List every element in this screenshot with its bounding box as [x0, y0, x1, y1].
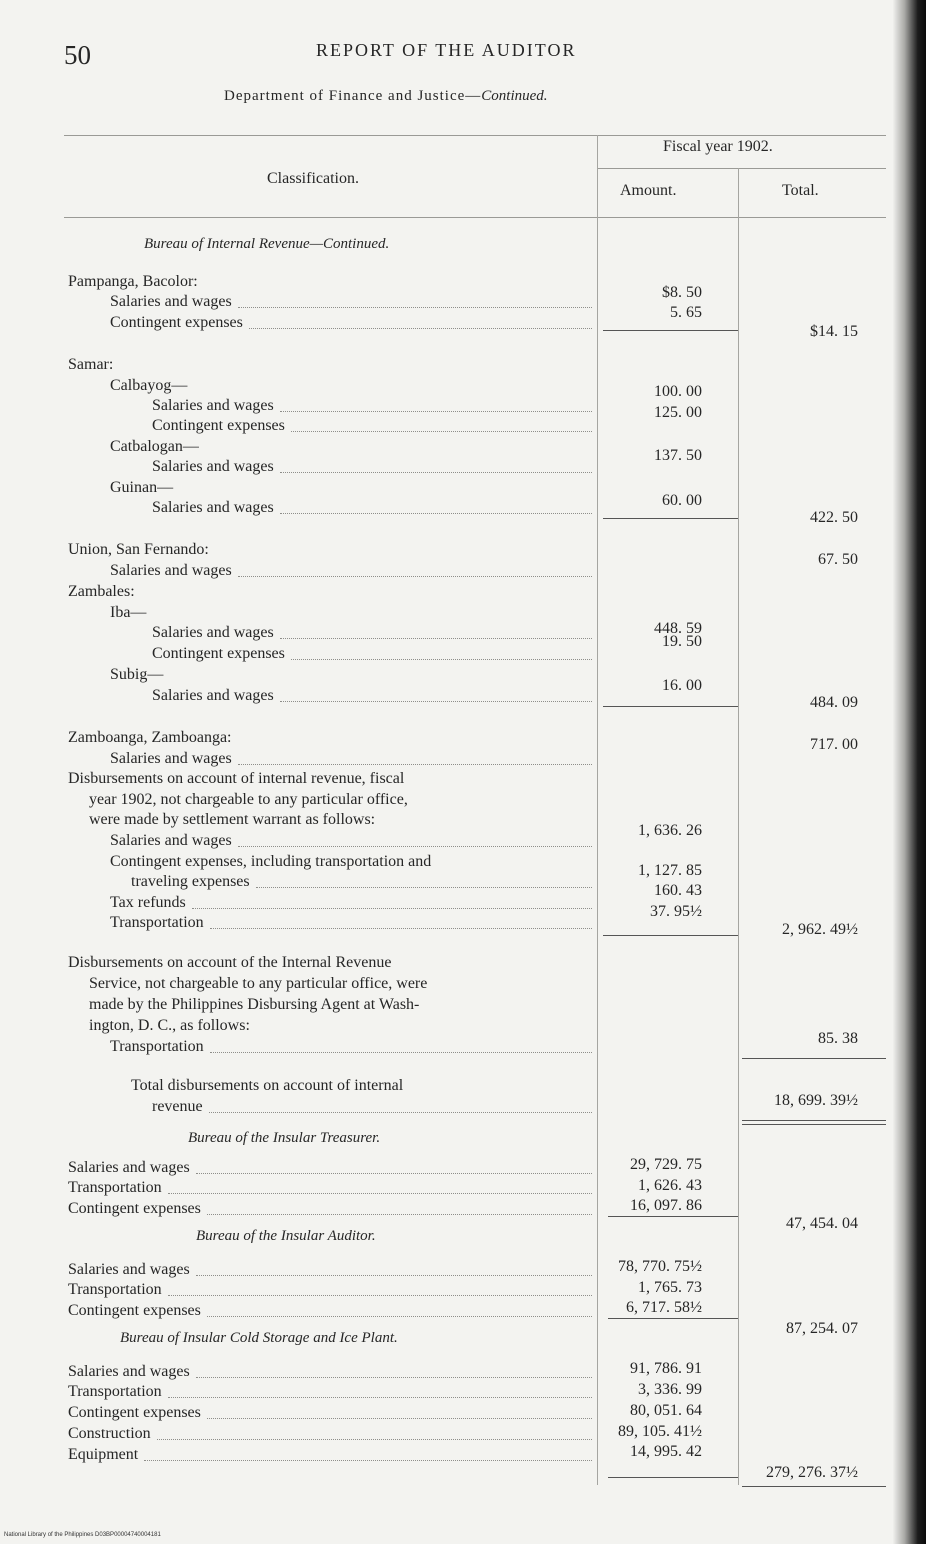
page-number: 50	[64, 40, 91, 70]
sum-rule	[603, 330, 738, 331]
line-label: Salaries and wages	[68, 1261, 190, 1278]
sum-rule	[603, 706, 738, 707]
amount-value: 125. 00	[654, 404, 702, 421]
line-label: Salaries and wages	[68, 1159, 190, 1176]
amount-value: 37. 95½	[650, 903, 702, 920]
line-label: Construction	[68, 1425, 151, 1442]
dot-leader	[157, 1438, 592, 1440]
dot-leader	[196, 1376, 592, 1378]
amount-value: 1, 636. 26	[638, 822, 702, 839]
dot-leader	[291, 658, 592, 660]
dot-leader	[238, 845, 592, 847]
ledger-line	[68, 355, 113, 375]
line-label: Equipment	[68, 1446, 139, 1463]
ledger-line	[131, 1076, 403, 1096]
line-label: Zambales:	[68, 583, 135, 600]
ledger-line	[152, 498, 274, 518]
sum-rule	[603, 518, 738, 519]
dot-leader	[280, 637, 592, 639]
ledger-line	[89, 1016, 250, 1036]
line-label: Zamboanga, Zamboanga:	[68, 729, 232, 746]
sum-rule	[742, 1486, 886, 1487]
total-value: 18, 699. 39½	[774, 1092, 858, 1109]
amount-value: 5. 65	[670, 304, 702, 321]
line-label: Tax refunds	[110, 894, 186, 911]
line-label: Contingent expenses	[152, 417, 285, 434]
dot-leader	[192, 907, 592, 909]
amount-value: 29, 729. 75	[630, 1156, 702, 1173]
ledger-line	[68, 1178, 162, 1198]
sum-rule	[608, 1477, 738, 1478]
amount-value: 80, 051. 64	[630, 1402, 702, 1419]
ledger-line	[152, 686, 274, 706]
amount-value: 137. 50	[654, 447, 702, 464]
dot-leader	[209, 1111, 592, 1113]
line-label: Contingent expenses	[152, 645, 285, 662]
line-label: year 1902, not chargeable to any particular office,	[89, 791, 408, 808]
ledger-line	[110, 749, 232, 769]
total-value: 87, 254. 07	[786, 1320, 858, 1337]
line-label: Disbursements on account of internal revenue, fiscal	[68, 770, 405, 787]
total-value: 422. 50	[810, 509, 858, 526]
amount-header: Amount.	[620, 182, 677, 199]
ledger-line	[68, 272, 198, 292]
ledger-line	[68, 1301, 201, 1321]
amount-value: 16. 00	[662, 677, 702, 694]
amount-value: 6, 717. 58½	[626, 1299, 702, 1316]
dot-leader	[210, 1051, 592, 1053]
total-column-rule	[738, 168, 739, 1485]
ledger-line	[89, 810, 375, 830]
section-heading	[120, 1330, 398, 1347]
total-header: Total.	[782, 182, 819, 199]
line-label: Salaries and wages	[110, 750, 232, 767]
dot-leader	[207, 1315, 592, 1317]
amount-value: 160. 43	[654, 882, 702, 899]
section-heading-text: Bureau of Insular Cold Storage and Ice Plant.	[120, 1330, 398, 1346]
ledger-line	[110, 665, 163, 685]
amount-value: 3, 336. 99	[638, 1381, 702, 1398]
ledger-line	[89, 995, 419, 1015]
fiscal-year-rule	[597, 168, 886, 169]
page-binding-edge	[893, 0, 926, 1544]
line-label: Transportation	[110, 1038, 204, 1055]
line-label: traveling expenses	[131, 873, 250, 890]
ledger-line	[68, 769, 404, 789]
dot-leader	[280, 471, 592, 473]
amount-value: 448. 59	[654, 620, 702, 637]
amount-value: $8. 50	[662, 284, 702, 301]
total-value: 47, 454. 04	[786, 1215, 858, 1232]
dot-leader	[249, 327, 592, 329]
ledger-line	[152, 457, 274, 477]
dot-leader	[238, 763, 592, 765]
line-label: Salaries and wages	[152, 458, 274, 475]
line-label: Iba—	[110, 604, 147, 621]
amount-value: 100. 00	[654, 383, 702, 400]
sum-rule	[742, 1124, 886, 1125]
amount-value: 1, 626. 43	[638, 1177, 702, 1194]
dot-leader	[207, 1417, 592, 1419]
line-label: Contingent expenses, including transportation and	[110, 853, 432, 870]
sum-rule	[608, 1318, 738, 1319]
ledger-line	[110, 292, 232, 312]
ledger-line	[68, 1158, 190, 1178]
subhead-continued: Continued.	[481, 88, 548, 104]
ledger-line	[110, 893, 186, 913]
line-label: ington, D. C., as follows:	[89, 1017, 250, 1034]
amount-value: 91, 786. 91	[630, 1360, 702, 1377]
section-heading	[196, 1228, 376, 1245]
line-label: Disbursements on account of the Internal Revenue	[68, 954, 392, 971]
table-top-rule	[64, 135, 886, 136]
line-label: Contingent expenses	[110, 314, 243, 331]
ledger-line	[89, 790, 408, 810]
amount-value: 1, 127. 85	[638, 862, 702, 879]
amount-value: 19. 50	[662, 633, 702, 650]
line-label: Transportation	[68, 1179, 162, 1196]
ledger-line	[152, 644, 285, 664]
ledger-line	[68, 1382, 162, 1402]
ledger-line	[110, 603, 146, 623]
ledger-line	[68, 540, 209, 560]
total-value: 67. 50	[818, 551, 858, 568]
dot-leader	[144, 1459, 592, 1461]
footer-credit: National Library of the Philippines D03BP00004740004181	[4, 1532, 161, 1538]
line-label: revenue	[152, 1098, 203, 1115]
sum-rule	[608, 1216, 738, 1217]
total-value: 2, 962. 49½	[782, 921, 858, 938]
section-heading-text: Bureau of the Insular Treasurer.	[188, 1130, 381, 1146]
ledger-line	[131, 872, 250, 892]
total-value: 484. 09	[810, 694, 858, 711]
total-value: 717. 00	[810, 736, 858, 753]
section-heading-text: Bureau of the Insular Auditor.	[196, 1228, 376, 1244]
ledger-line	[89, 974, 427, 994]
line-label: Samar:	[68, 356, 114, 373]
line-label: Salaries and wages	[68, 1363, 190, 1380]
ledger-line	[68, 1403, 201, 1423]
amount-value: 89, 105. 41½	[618, 1423, 702, 1440]
line-label: Subig—	[110, 666, 164, 683]
running-head: REPORT OF THE AUDITOR	[316, 40, 577, 60]
dot-leader	[280, 512, 592, 514]
ledger-line	[152, 396, 274, 416]
dot-leader	[280, 700, 592, 702]
line-label: Calbayog—	[110, 377, 188, 394]
total-value: $14. 15	[810, 323, 858, 340]
dot-leader	[168, 1396, 592, 1398]
line-label: Service, not chargeable to any particular office, were	[89, 975, 428, 992]
ledger-line	[68, 953, 391, 973]
line-label: Salaries and wages	[152, 624, 274, 641]
ledger-line	[110, 376, 187, 396]
line-label: Transportation	[110, 914, 204, 931]
line-label: Salaries and wages	[152, 397, 274, 414]
line-label: Contingent expenses	[68, 1200, 201, 1217]
ledger-line	[152, 1097, 203, 1117]
amount-value: 1, 765. 73	[638, 1279, 702, 1296]
line-label: Catbalogan—	[110, 438, 199, 455]
line-label: made by the Philippines Disbursing Agent at Wash-	[89, 996, 420, 1013]
classification-header: Classification.	[267, 170, 359, 187]
line-label: Union, San Fernando:	[68, 541, 209, 558]
line-label: Total disbursements on account of internal	[131, 1077, 404, 1094]
ledger-line	[152, 623, 274, 643]
ledger-line	[110, 561, 232, 581]
ledger-line	[110, 478, 173, 498]
line-label: Guinan—	[110, 479, 174, 496]
dot-leader	[280, 410, 592, 412]
dot-leader	[210, 927, 592, 929]
line-label: Contingent expenses	[68, 1404, 201, 1421]
amount-value: 14, 995. 42	[630, 1443, 702, 1460]
amount-column-rule	[597, 135, 598, 1485]
amount-value: 78, 770. 75½	[618, 1258, 702, 1275]
line-label: were made by settlement warrant as follows:	[89, 811, 376, 828]
sum-rule	[742, 1058, 886, 1059]
line-label: Transportation	[68, 1383, 162, 1400]
line-label: Salaries and wages	[152, 687, 274, 704]
sum-rule	[742, 1120, 886, 1121]
dot-leader	[256, 886, 592, 888]
ledger-line	[152, 416, 285, 436]
section-heading	[188, 1130, 380, 1147]
dot-leader	[168, 1294, 592, 1296]
total-value: 85. 38	[818, 1030, 858, 1047]
ledger-line	[68, 1199, 201, 1219]
line-label: Contingent expenses	[68, 1302, 201, 1319]
dot-leader	[196, 1274, 592, 1276]
ledger-line	[110, 913, 204, 933]
ledger-line	[68, 728, 232, 748]
sum-rule	[603, 935, 738, 936]
dot-leader	[238, 575, 592, 577]
section-heading	[144, 236, 389, 253]
ledger-line	[68, 582, 135, 602]
header-bottom-rule	[64, 217, 886, 218]
line-label: Transportation	[68, 1281, 162, 1298]
dot-leader	[291, 430, 592, 432]
fiscal-year-header: Fiscal year 1902.	[663, 138, 773, 155]
line-label: Salaries and wages	[110, 562, 232, 579]
amount-value: 60. 00	[662, 492, 702, 509]
dot-leader	[168, 1192, 592, 1194]
line-label: Salaries and wages	[110, 832, 232, 849]
total-value: 279, 276. 37½	[766, 1464, 858, 1481]
ledger-line	[110, 437, 199, 457]
line-label: Salaries and wages	[152, 499, 274, 516]
ledger-line	[68, 1260, 190, 1280]
section-heading-text: Bureau of Internal Revenue—Continued.	[144, 236, 390, 252]
ledger-line	[110, 313, 243, 333]
ledger-line	[68, 1280, 162, 1300]
dot-leader	[207, 1213, 592, 1215]
subhead-main: Department of Finance and Justice—	[224, 88, 482, 104]
line-label: Salaries and wages	[110, 293, 232, 310]
ledger-line	[68, 1362, 190, 1382]
ledger-line	[68, 1445, 138, 1465]
ledger-line	[110, 852, 431, 872]
line-label: Pampanga, Bacolor:	[68, 273, 198, 290]
dot-leader	[196, 1172, 592, 1174]
amount-value: 16, 097. 86	[630, 1197, 702, 1214]
ledger-line	[110, 1037, 204, 1057]
ledger-line	[110, 831, 232, 851]
ledger-line	[68, 1424, 151, 1444]
dot-leader	[238, 306, 592, 308]
subhead	[224, 88, 548, 105]
